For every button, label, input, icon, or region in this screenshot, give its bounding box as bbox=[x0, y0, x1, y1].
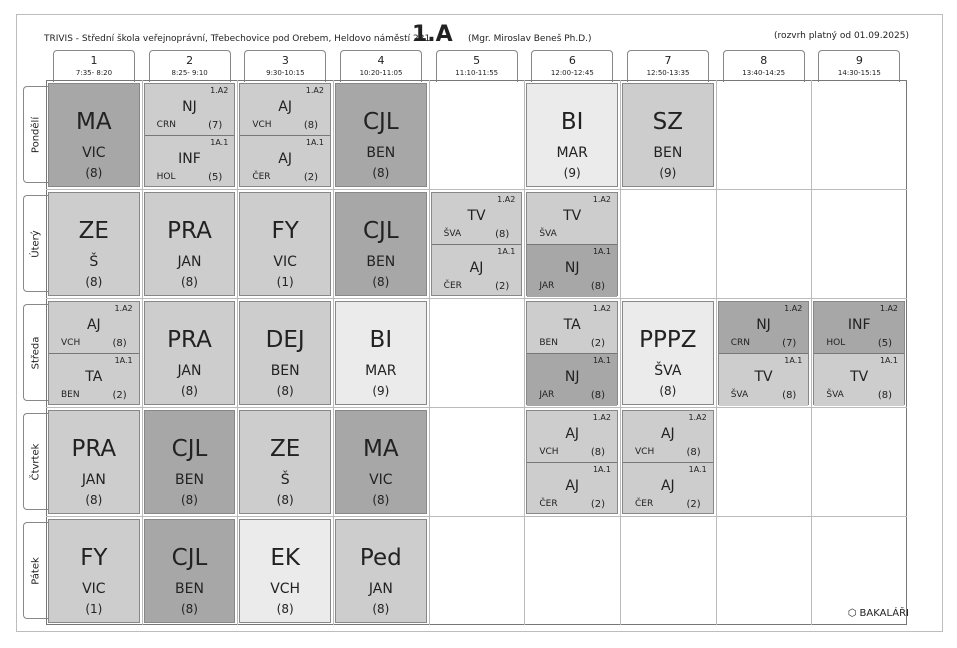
subject: AJ bbox=[660, 426, 675, 442]
lesson-cell bbox=[813, 301, 905, 405]
subject: NJ bbox=[756, 317, 771, 333]
period-time: 8:25- 9:10 bbox=[171, 69, 208, 77]
group-label: 1A.1 bbox=[114, 356, 133, 365]
period-header bbox=[531, 50, 613, 82]
room: (8) bbox=[372, 493, 390, 507]
subject: DEJ bbox=[265, 327, 305, 353]
lesson-cell bbox=[48, 519, 140, 623]
room: (8) bbox=[372, 275, 390, 289]
teacher: BEN bbox=[175, 472, 204, 488]
teacher: BEN bbox=[61, 390, 80, 400]
subject: TV bbox=[467, 208, 486, 224]
teacher: MAR bbox=[365, 363, 397, 379]
lesson-group bbox=[145, 84, 235, 136]
lesson-group bbox=[623, 463, 713, 515]
lesson-cell bbox=[526, 410, 618, 514]
subject: PRA bbox=[167, 327, 212, 353]
group-label: 1A.1 bbox=[497, 247, 516, 256]
teacher: BEN bbox=[366, 145, 396, 161]
lesson-group bbox=[527, 245, 617, 297]
day-label: Pátek bbox=[30, 556, 42, 585]
grid-row-line bbox=[46, 516, 907, 517]
teacher: JAR bbox=[539, 281, 555, 291]
room: (7) bbox=[208, 120, 223, 131]
lesson-group bbox=[623, 411, 713, 463]
lesson-cell bbox=[335, 410, 427, 514]
day-label-box bbox=[23, 304, 48, 401]
room: (8) bbox=[276, 493, 294, 507]
period-number: 5 bbox=[473, 54, 481, 67]
teacher: MAR bbox=[556, 145, 588, 161]
period-header bbox=[436, 50, 518, 82]
teacher: VCH bbox=[61, 338, 81, 348]
room: (9) bbox=[372, 384, 390, 398]
room: (8) bbox=[590, 281, 605, 292]
lesson-cell bbox=[239, 519, 331, 623]
lesson-cell bbox=[48, 83, 140, 187]
lesson-cell bbox=[526, 301, 618, 405]
teacher: VCH bbox=[270, 581, 301, 597]
period-number: 8 bbox=[760, 54, 768, 67]
group-label: 1A.1 bbox=[305, 138, 324, 147]
subject: CJL bbox=[362, 218, 399, 244]
teacher: ŠVA bbox=[730, 390, 749, 400]
day-label: Středa bbox=[30, 336, 42, 369]
day-label: Úterý bbox=[30, 229, 42, 258]
subject: ZE bbox=[78, 218, 109, 244]
subject: FY bbox=[80, 545, 108, 571]
lesson-group bbox=[719, 354, 809, 406]
lesson-group bbox=[719, 302, 809, 354]
room: (8) bbox=[85, 166, 103, 180]
subject: AJ bbox=[565, 426, 580, 442]
period-time: 9:30-10:15 bbox=[266, 69, 305, 77]
subject: PRA bbox=[71, 436, 117, 462]
subject: BI bbox=[369, 327, 393, 353]
period-header bbox=[340, 50, 422, 82]
subject: ZE bbox=[270, 436, 301, 462]
teacher: Š bbox=[280, 472, 290, 488]
room: (2) bbox=[303, 172, 318, 183]
grid-column-line bbox=[716, 80, 717, 625]
period-time: 7:35- 8:20 bbox=[75, 69, 113, 77]
group-label: 1.A2 bbox=[114, 304, 133, 313]
teacher: VIC bbox=[369, 472, 393, 488]
subject: TA bbox=[563, 317, 581, 333]
period-number: 2 bbox=[186, 54, 194, 67]
lesson-group bbox=[527, 193, 617, 245]
group-label: 1.A2 bbox=[305, 86, 324, 95]
period-header bbox=[53, 50, 135, 82]
period-time: 10:20-11:05 bbox=[359, 69, 403, 77]
lesson-group bbox=[432, 193, 522, 245]
group-label: 1.A2 bbox=[592, 195, 611, 204]
teacher: VCH bbox=[539, 447, 559, 457]
teacher: JAN bbox=[177, 363, 202, 379]
group-label: 1.A2 bbox=[497, 195, 516, 204]
lesson-group bbox=[527, 354, 617, 406]
subject: CJL bbox=[171, 436, 208, 462]
period-time: 14:30-15:15 bbox=[837, 69, 881, 77]
group-label: 1.A2 bbox=[879, 304, 899, 313]
subject: AJ bbox=[86, 317, 101, 333]
teacher: JAN bbox=[177, 254, 202, 270]
lesson-cell bbox=[239, 410, 331, 514]
grid-column-line bbox=[237, 80, 238, 625]
lesson-cell bbox=[526, 83, 618, 187]
teacher: JAR bbox=[539, 390, 555, 400]
room: (8) bbox=[495, 229, 510, 240]
grid-column-line bbox=[811, 80, 812, 625]
lesson-cell bbox=[48, 301, 140, 405]
day-label-box bbox=[23, 86, 48, 183]
subject: PRA bbox=[167, 218, 212, 244]
teacher: ČER bbox=[539, 499, 558, 509]
teacher: VCH bbox=[635, 447, 655, 457]
teacher: VIC bbox=[82, 145, 106, 161]
room: (8) bbox=[590, 447, 605, 458]
class-teacher: (Mgr. Miroslav Beneš Ph.D.) bbox=[468, 34, 592, 44]
group-label: 1A.1 bbox=[879, 356, 899, 365]
bakalari-logo-text: BAKALÁŘI bbox=[859, 608, 909, 619]
subject: TV bbox=[850, 369, 869, 385]
day-label: Čtvrtek bbox=[30, 443, 42, 480]
valid-from: (rozvrh platný od 01.09.2025) bbox=[774, 31, 909, 41]
lesson-cell bbox=[335, 83, 427, 187]
teacher: ČER bbox=[635, 499, 654, 509]
lesson-group bbox=[814, 302, 904, 354]
lesson-cell bbox=[144, 410, 236, 514]
class-title: 1.A bbox=[412, 22, 453, 47]
teacher: VIC bbox=[82, 581, 106, 597]
group-label: 1A.1 bbox=[592, 356, 611, 365]
room: (2) bbox=[495, 281, 510, 292]
teacher: BEN bbox=[270, 363, 300, 379]
room: (8) bbox=[372, 166, 390, 180]
lesson-cell bbox=[622, 83, 714, 187]
day-label-box bbox=[23, 195, 48, 292]
teacher: ČER bbox=[443, 281, 462, 291]
teacher: ŠVA bbox=[826, 390, 844, 400]
lesson-group bbox=[240, 136, 330, 188]
room: (1) bbox=[276, 275, 294, 289]
room: (8) bbox=[659, 384, 677, 398]
lesson-cell bbox=[718, 301, 810, 405]
room: (8) bbox=[276, 602, 294, 616]
grid-row-line bbox=[46, 189, 907, 190]
room: (7) bbox=[782, 338, 797, 349]
room: (8) bbox=[180, 384, 198, 398]
bakalari-logo-icon: ⬡ bbox=[847, 608, 857, 619]
teacher: VCH bbox=[252, 120, 272, 130]
subject: TV bbox=[563, 208, 582, 224]
subject: AJ bbox=[565, 478, 580, 494]
period-number: 3 bbox=[281, 54, 289, 67]
group-label: 1.A2 bbox=[592, 304, 611, 313]
teacher: JAN bbox=[368, 581, 393, 597]
room: (2) bbox=[112, 390, 127, 401]
lesson-cell bbox=[48, 410, 140, 514]
room: (8) bbox=[782, 390, 797, 401]
room: (8) bbox=[112, 338, 127, 349]
grid-row-line bbox=[46, 298, 907, 299]
lesson-group bbox=[432, 245, 522, 297]
teacher: VIC bbox=[273, 254, 297, 270]
lesson-group bbox=[814, 354, 904, 406]
lesson-cell bbox=[335, 192, 427, 296]
room: (8) bbox=[590, 390, 605, 401]
period-time: 11:10-11:55 bbox=[455, 69, 499, 77]
subject: TA bbox=[85, 369, 103, 385]
teacher: Š bbox=[89, 254, 99, 270]
lesson-group bbox=[527, 302, 617, 354]
teacher: HOL bbox=[156, 172, 176, 182]
room: (8) bbox=[303, 120, 318, 131]
subject: BI bbox=[560, 109, 584, 135]
lesson-group bbox=[527, 463, 617, 515]
group-label: 1.A2 bbox=[784, 304, 803, 313]
bakalari-logo bbox=[848, 608, 909, 619]
teacher: CRN bbox=[156, 120, 176, 130]
lesson-cell bbox=[144, 519, 236, 623]
lesson-cell bbox=[622, 301, 714, 405]
subject: AJ bbox=[660, 478, 675, 494]
teacher: HOL bbox=[826, 338, 846, 348]
period-time: 12:00-12:45 bbox=[550, 69, 594, 77]
room: (5) bbox=[877, 338, 893, 349]
room: (8) bbox=[276, 384, 294, 398]
grid-column-line bbox=[620, 80, 621, 625]
room: (9) bbox=[659, 166, 677, 180]
subject: AJ bbox=[278, 99, 293, 115]
lesson-cell bbox=[431, 192, 523, 296]
teacher: ŠVA bbox=[539, 229, 557, 239]
teacher: JAN bbox=[81, 472, 106, 488]
group-label: 1A.1 bbox=[210, 138, 229, 147]
room: (2) bbox=[590, 499, 605, 510]
period-header bbox=[818, 50, 900, 82]
room: (8) bbox=[180, 493, 198, 507]
group-label: 1.A2 bbox=[592, 413, 611, 422]
room: (2) bbox=[590, 338, 605, 349]
room: (8) bbox=[85, 493, 103, 507]
lesson-cell bbox=[239, 83, 331, 187]
period-time: 13:40-14:25 bbox=[742, 69, 786, 77]
subject: SZ bbox=[652, 109, 684, 135]
grid-column-line bbox=[333, 80, 334, 625]
teacher: BEN bbox=[175, 581, 204, 597]
period-time: 12:50-13:35 bbox=[646, 69, 690, 77]
room: (1) bbox=[85, 602, 103, 616]
teacher: CRN bbox=[730, 338, 750, 348]
period-number: 4 bbox=[377, 54, 385, 67]
subject: INF bbox=[178, 151, 201, 167]
subject: INF bbox=[847, 317, 871, 333]
day-label-box bbox=[23, 522, 48, 619]
room: (8) bbox=[85, 275, 103, 289]
subject: NJ bbox=[564, 260, 580, 276]
teacher: ČER bbox=[252, 172, 271, 182]
lesson-cell bbox=[144, 83, 236, 187]
grid-row-line bbox=[46, 407, 907, 408]
group-label: 1A.1 bbox=[592, 247, 611, 256]
grid-column-line bbox=[142, 80, 143, 625]
subject: NJ bbox=[564, 369, 580, 385]
group-label: 1.A2 bbox=[210, 86, 229, 95]
lesson-cell bbox=[239, 192, 331, 296]
room: (8) bbox=[686, 447, 701, 458]
group-label: 1.A2 bbox=[688, 413, 707, 422]
lesson-cell bbox=[144, 192, 236, 296]
room: (8) bbox=[180, 602, 198, 616]
lesson-group bbox=[145, 136, 235, 188]
lesson-cell bbox=[622, 410, 714, 514]
teacher: BEN bbox=[653, 145, 683, 161]
subject: CJL bbox=[171, 545, 208, 571]
subject: MA bbox=[76, 109, 112, 135]
period-number: 7 bbox=[664, 54, 672, 67]
subject: CJL bbox=[362, 109, 399, 135]
subject: AJ bbox=[469, 260, 484, 276]
day-label: Pondělí bbox=[30, 116, 42, 153]
room: (8) bbox=[180, 275, 198, 289]
group-label: 1A.1 bbox=[784, 356, 803, 365]
subject: FY bbox=[271, 218, 299, 244]
period-header bbox=[627, 50, 709, 82]
lesson-cell bbox=[526, 192, 618, 296]
period-number: 9 bbox=[855, 54, 863, 67]
lesson-group bbox=[49, 354, 139, 406]
lesson-cell bbox=[48, 192, 140, 296]
lesson-cell bbox=[239, 301, 331, 405]
teacher: ŠVA bbox=[654, 363, 682, 379]
lesson-group bbox=[527, 411, 617, 463]
subject: MA bbox=[363, 436, 399, 462]
lesson-group bbox=[240, 84, 330, 136]
subject: PPPZ bbox=[639, 327, 697, 353]
day-label-box bbox=[23, 413, 48, 510]
lesson-cell bbox=[144, 301, 236, 405]
period-number: 6 bbox=[568, 54, 576, 67]
period-header bbox=[244, 50, 326, 82]
period-header bbox=[723, 50, 805, 82]
subject: AJ bbox=[278, 151, 293, 167]
school-name: TRIVIS - Střední škola veřejnoprávní, Třebechovice pod Orebem, Heldovo náměstí 231 bbox=[44, 34, 431, 44]
period-number: 1 bbox=[90, 54, 98, 67]
lesson-cell bbox=[335, 519, 427, 623]
teacher: ŠVA bbox=[443, 229, 462, 239]
group-label: 1A.1 bbox=[688, 465, 707, 474]
teacher: BEN bbox=[366, 254, 396, 270]
lesson-group bbox=[49, 302, 139, 354]
room: (8) bbox=[372, 602, 390, 616]
room: (9) bbox=[563, 166, 581, 180]
subject: Ped bbox=[359, 545, 402, 571]
lesson-cell bbox=[335, 301, 427, 405]
period-header bbox=[149, 50, 231, 82]
room: (2) bbox=[686, 499, 701, 510]
room: (5) bbox=[208, 172, 223, 183]
subject: TV bbox=[754, 369, 773, 385]
teacher: BEN bbox=[539, 338, 558, 348]
grid-column-line bbox=[429, 80, 430, 625]
grid-column-line bbox=[524, 80, 525, 625]
group-label: 1A.1 bbox=[592, 465, 611, 474]
subject: EK bbox=[270, 545, 300, 571]
room: (8) bbox=[877, 390, 893, 401]
subject: NJ bbox=[182, 99, 197, 115]
